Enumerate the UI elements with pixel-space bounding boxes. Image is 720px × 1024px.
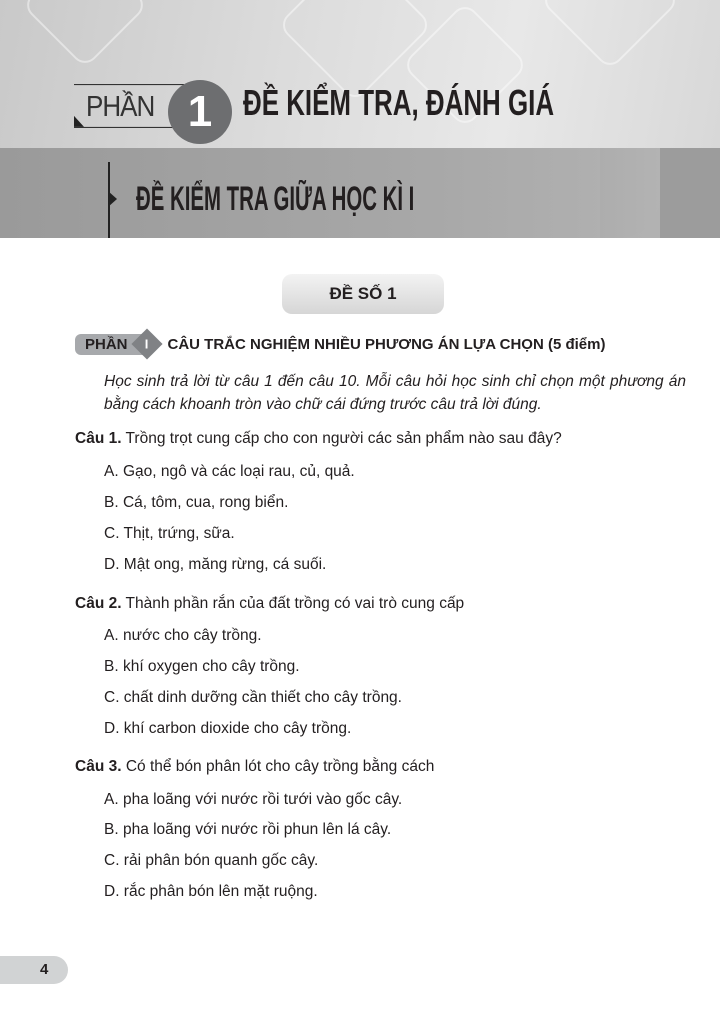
part-label: PHẦN — [74, 84, 184, 128]
option: C. Thịt, trứng, sữa. — [104, 525, 235, 542]
page-number: 4 — [0, 956, 68, 984]
option: D. Mật ong, măng rừng, cá suối. — [104, 556, 327, 573]
part1-title: CÂU TRẮC NGHIỆM NHIỀU PHƯƠNG ÁN LỰA CHỌN (5 điểm) — [167, 335, 606, 353]
section-title: ĐỀ KIỂM TRA GIỮA HỌC KÌ I — [136, 180, 415, 218]
part1-badge: I — [131, 328, 162, 359]
option: A. Gạo, ngô và các loại rau, củ, quả. — [104, 463, 355, 480]
option: B. khí oxygen cho cây trồng. — [104, 658, 300, 675]
option: D. rắc phân bón lên mặt ruộng. — [104, 883, 318, 900]
option: C. rải phân bón quanh gốc cây. — [104, 852, 319, 869]
instruction: Học sinh trả lời từ câu 1 đến câu 10. Mỗi câu hỏi học sinh chỉ chọn một phương án bằng cách khoanh tròn vào chữ cái đứng trước câu trả lời đúng. — [104, 373, 686, 413]
option: A. pha loãng với nước rồi tưới vào gốc cây. — [104, 791, 403, 808]
exam-title: ĐỀ SỐ 1 — [282, 274, 444, 314]
option: A. nước cho cây trồng. — [104, 627, 262, 644]
option: D. khí carbon dioxide cho cây trồng. — [104, 720, 352, 737]
option: B. Cá, tôm, cua, rong biển. — [104, 494, 289, 511]
option: B. pha loãng với nước rồi phun lên lá cây. — [104, 821, 392, 838]
part1-label: PHẦN — [75, 334, 148, 355]
triangle-icon — [108, 191, 117, 207]
option: C. chất dinh dưỡng cần thiết cho cây trồng. — [104, 689, 402, 706]
question-1: Câu 1. Trồng trọt cung cấp cho con người các sản phẩm nào sau đây? — [75, 430, 562, 447]
part1-heading — [75, 332, 605, 356]
part-title: ĐỀ KIỂM TRA, ĐÁNH GIÁ — [243, 82, 555, 123]
question-3: Câu 3. Có thể bón phân lót cho cây trồng bằng cách — [75, 758, 435, 775]
part-number: 1 — [168, 80, 232, 144]
question-2: Câu 2. Thành phần rắn của đất trồng có vai trò cung cấp — [75, 595, 465, 612]
